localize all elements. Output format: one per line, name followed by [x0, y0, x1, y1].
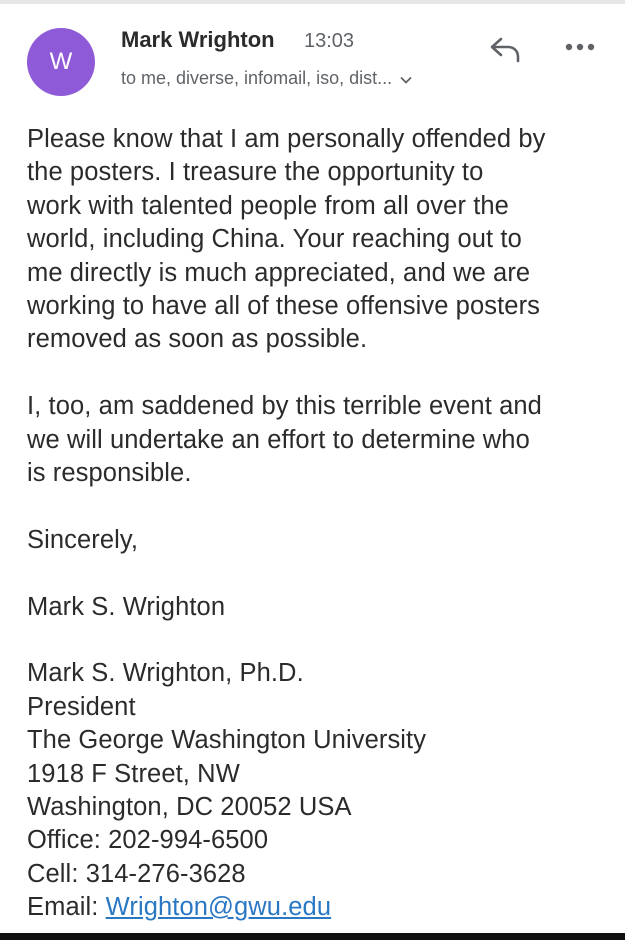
sender-name[interactable]: Mark Wrighton — [121, 27, 275, 52]
email-link[interactable]: Wrighton@gwu.edu — [105, 893, 332, 922]
more-icon[interactable] — [564, 40, 596, 54]
signature-street: 1918 F Street, NW — [27, 759, 240, 788]
recipients-toggle[interactable] — [121, 68, 481, 89]
avatar-letter: W — [49, 48, 73, 75]
signature-position: President — [27, 692, 136, 721]
signature-name: Mark S. Wrighton — [27, 592, 226, 621]
recipients-text: to me, diverse, infomail, iso, dist... — [121, 68, 393, 88]
reply-icon[interactable] — [488, 34, 522, 64]
closing: Sincerely, — [27, 525, 139, 554]
signature-name-title: Mark S. Wrighton, Ph.D. — [27, 659, 304, 688]
signature-city: Washington, DC 20052 USA — [27, 793, 352, 822]
top-divider — [0, 0, 625, 4]
body-line: me directly is much appreciated, and we are — [27, 258, 531, 287]
signature-email-line — [27, 891, 607, 924]
chevron-down-icon — [400, 68, 412, 89]
body-line: work with talented people from all over the — [27, 191, 509, 220]
email-label: Email: — [27, 893, 106, 922]
body-line: I, too, am saddened by this terrible event and — [27, 392, 542, 421]
email-body — [27, 123, 607, 925]
body-line: is responsible. — [27, 459, 192, 488]
sent-time: 13:03 — [304, 30, 355, 52]
body-line: we will undertake an effort to determine who — [27, 425, 530, 454]
avatar[interactable] — [27, 28, 95, 96]
bottom-bar — [0, 933, 625, 940]
body-line: the posters. I treasure the opportunity to — [27, 158, 484, 187]
body-line: removed as soon as possible. — [27, 325, 368, 354]
signature-cell: Cell: 314-276-3628 — [27, 859, 246, 888]
signature-office: Office: 202-994-6500 — [27, 826, 269, 855]
signature-organization: The George Washington University — [27, 726, 427, 755]
body-line: world, including China. Your reaching out to — [27, 225, 522, 254]
body-line: Please know that I am personally offended by — [27, 125, 546, 153]
body-line: working to have all of these offensive posters — [27, 292, 541, 321]
